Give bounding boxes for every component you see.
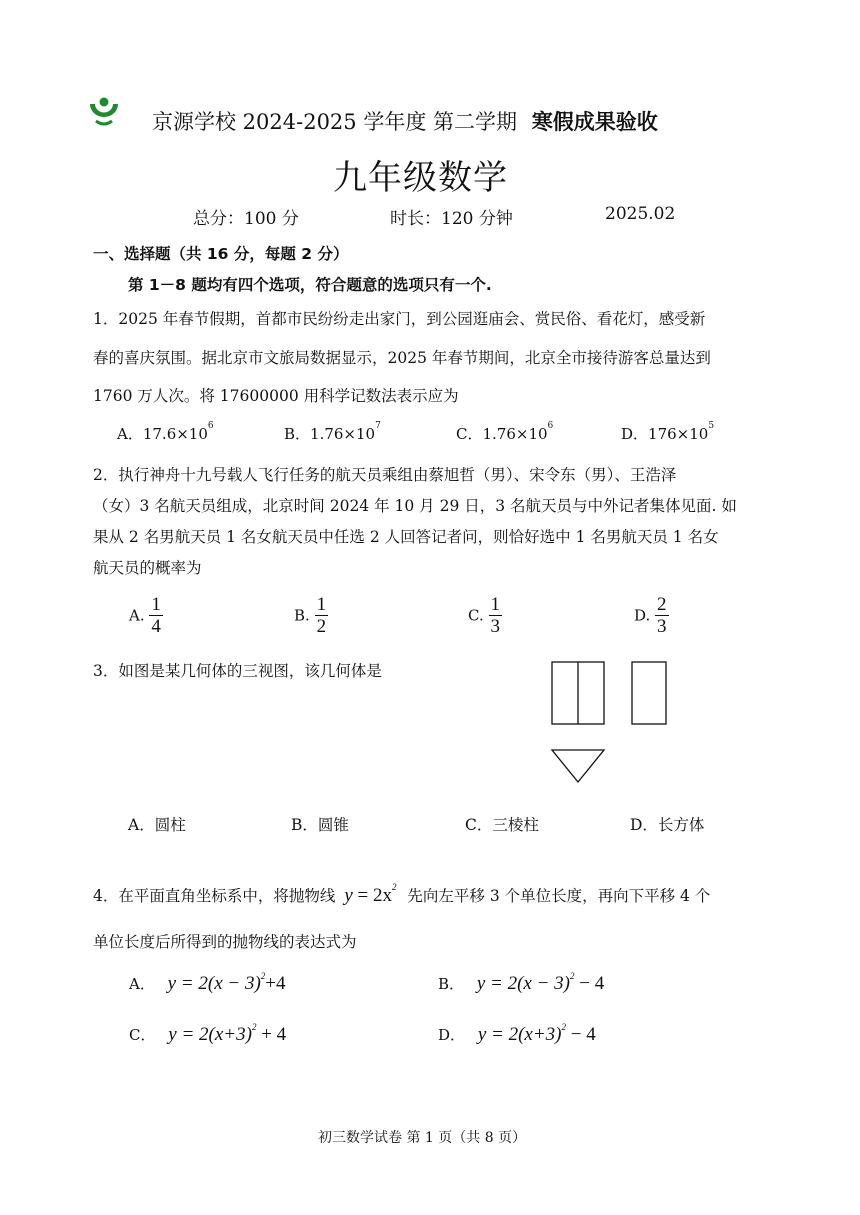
fraction: $\frac{2}{3}$ [657,594,667,637]
q2-line-2: （女）3 名航天员组成，北京时间 2024 年 10 月 29 日，3 名航天员与中外记者集体见面. 如 [93,497,737,515]
q2-line-4: 航天员的概率为 [93,559,202,577]
q4-formula: $y = 2x^2$ [344,882,397,906]
q3-option-a[interactable]: A．圆柱 [128,816,186,834]
q1-line-3: 1760 万人次。将 17600000 用科学记数法表示应为 [93,387,459,405]
page-footer: 初三数学试卷 第 1 页（共 8 页） [318,1130,527,1146]
q4-stem [93,884,710,907]
q1-line-1: 1．2025 年春节假期，首都市民纷纷走出家门，到公园逛庙会、赏民俗、看花灯，感受新 [93,310,706,328]
school-logo [86,95,122,127]
fraction: $\frac{1}{3}$ [490,594,500,637]
page-title: 九年级数学 [333,158,508,198]
q2-option-c[interactable]: C. $\frac{1}{3}$ [468,594,500,637]
q4-stem-part-a: 4．在平面直角坐标系中，将抛物线 [93,887,336,905]
three-view-figure [548,658,672,788]
q3-option-b[interactable]: B．圆锥 [291,816,349,834]
exam-name: 寒假成果验收 [531,110,658,134]
exam-date: 2025.02 [605,204,676,224]
q4-stem-part-b: 先向左平移 3 个单位长度，再向下平移 4 个 [407,887,711,905]
q1-option-d[interactable]: D．$176\times 10^5$ [621,421,715,443]
q3-option-c[interactable]: C．三棱柱 [465,816,539,834]
q1-option-c[interactable]: C．$1.76\times 10^6$ [456,421,554,443]
q4-option-c[interactable]: C． $y = 2(x+3)^2 + 4$ [129,1022,287,1045]
school-term: 京源学校 2024-2025 学年度 第二学期 [152,110,518,134]
fraction: $\frac{1}{4}$ [151,594,161,637]
q2-line-1: 2．执行神舟十九号载人飞行任务的航天员乘组由蔡旭哲（男）、宋令东（男）、王浩泽 [93,466,677,484]
q2-option-d[interactable]: D. $\frac{2}{3}$ [634,594,667,637]
school-year-line [152,106,658,136]
q1-line-2: 春的喜庆氛围。据北京市文旅局数据显示，2025 年春节期间，北京全市接待游客总量达到 [93,349,711,367]
q2-option-a[interactable]: A. $\frac{1}{4}$ [129,594,161,637]
q4-option-a[interactable]: A． $y = 2(x - 3)^2+4$ [129,971,286,994]
q1-option-a[interactable]: A．$17.6\times 10^6$ [117,421,214,443]
section-instruction: 第 1－8 题均有四个选项，符合题意的选项只有一个. [128,276,492,294]
q4-line-2: 单位长度后所得到的抛物线的表达式为 [93,933,357,951]
q2-option-b[interactable]: B. $\frac{1}{2}$ [294,594,327,637]
total-score: 总分：100 分 [193,209,299,229]
q3-stem: 3．如图是某几何体的三视图，该几何体是 [93,662,382,680]
fraction: $\frac{1}{2}$ [316,594,327,637]
q4-option-b[interactable]: B． $y = 2(x - 3)^2 - 4$ [438,971,605,994]
q3-option-d[interactable]: D．长方体 [630,816,705,834]
q1-option-b[interactable]: B．$1.76\times 10^7$ [284,421,381,443]
q4-option-d[interactable]: D． $y = 2(x+3)^2 - 4$ [438,1022,596,1045]
top-view [552,750,604,782]
section-heading: 一、选择题（共 16 分，每题 2 分） [93,245,349,263]
q2-line-3: 果从 2 名男航天员 1 名女航天员中任选 2 人回答记者问，则恰好选中 1 名男航天员 1 名女 [93,528,719,546]
exam-duration: 时长：120 分钟 [390,209,513,229]
side-view [632,662,666,724]
